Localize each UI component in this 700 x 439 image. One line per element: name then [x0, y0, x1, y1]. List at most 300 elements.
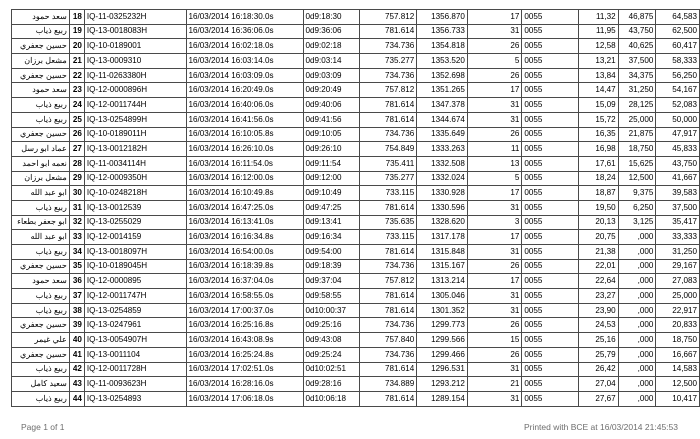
table-row [12, 127, 700, 142]
ring-id-cell: IQ-13-0254899H [84, 112, 186, 127]
code-cell: 0055 [522, 39, 579, 54]
points-b-cell: 31,250 [656, 245, 700, 260]
points-b-cell: 45,833 [656, 142, 700, 157]
speed-cell: 1315.167 [417, 259, 468, 274]
count-cell: 31 [467, 391, 522, 406]
row-number-cell: 25 [69, 112, 84, 127]
points-b-cell: 37,500 [656, 200, 700, 215]
code-cell: 0055 [522, 318, 579, 333]
count-cell: 26 [467, 318, 522, 333]
speed-cell: 1299.466 [417, 347, 468, 362]
count-cell: 3 [467, 215, 522, 230]
table-row [12, 259, 700, 274]
arrival-time-cell: 16/03/2014 16:37:04.0s [186, 274, 303, 289]
coefficient-cell: 13,21 [579, 54, 618, 69]
speed-cell: 1333.263 [417, 142, 468, 157]
owner-name-cell: سعد حمود [12, 83, 70, 98]
distance-cell: 781.614 [360, 362, 417, 377]
owner-name-cell: مشعل برزان [12, 171, 70, 186]
speed-cell: 1344.674 [417, 112, 468, 127]
coefficient-cell: 25,16 [579, 333, 618, 348]
coefficient-cell: 27,67 [579, 391, 618, 406]
row-number-cell: 37 [69, 289, 84, 304]
distance-cell: 735.635 [360, 215, 417, 230]
ring-id-cell: IQ-13-0254859 [84, 303, 186, 318]
table-row [12, 245, 700, 260]
points-a-cell: ,000 [618, 377, 656, 392]
ring-id-cell: IQ-13-0011104 [84, 347, 186, 362]
arrival-time-cell: 16/03/2014 17:02:51.0s [186, 362, 303, 377]
count-cell: 31 [467, 200, 522, 215]
points-b-cell: 25,000 [656, 289, 700, 304]
table-row [12, 391, 700, 406]
distance-cell: 734.736 [360, 259, 417, 274]
distance-cell: 781.614 [360, 24, 417, 39]
flight-duration-cell: 0d9:16:34 [303, 230, 360, 245]
points-a-cell: ,000 [618, 245, 656, 260]
coefficient-cell: 23,90 [579, 303, 618, 318]
points-b-cell: 20,833 [656, 318, 700, 333]
arrival-time-cell: 16/03/2014 16:18:30.0s [186, 10, 303, 25]
distance-cell: 734.736 [360, 347, 417, 362]
distance-cell: 733.115 [360, 230, 417, 245]
code-cell: 0055 [522, 362, 579, 377]
points-a-cell: 21,875 [618, 127, 656, 142]
points-a-cell: ,000 [618, 333, 656, 348]
table-row [12, 142, 700, 157]
owner-name-cell: ربيع ذياب [12, 391, 70, 406]
owner-name-cell: ربيع ذياب [12, 362, 70, 377]
points-a-cell: ,000 [618, 289, 656, 304]
owner-name-cell: عماد ابو رسل [12, 142, 70, 157]
row-number-cell: 32 [69, 215, 84, 230]
row-number-cell: 26 [69, 127, 84, 142]
speed-cell: 1332.508 [417, 156, 468, 171]
flight-duration-cell: 0d9:13:41 [303, 215, 360, 230]
flight-duration-cell: 0d9:10:05 [303, 127, 360, 142]
flight-duration-cell: 0d9:18:39 [303, 259, 360, 274]
count-cell: 13 [467, 156, 522, 171]
owner-name-cell: ربيع ذياب [12, 289, 70, 304]
points-b-cell: 29,167 [656, 259, 700, 274]
flight-duration-cell: 0d9:12:00 [303, 171, 360, 186]
distance-cell: 781.614 [360, 245, 417, 260]
table-row [12, 230, 700, 245]
points-a-cell: 28,125 [618, 98, 656, 113]
speed-cell: 1356.870 [417, 10, 468, 25]
table-row [12, 171, 700, 186]
owner-name-cell: حسين جعفري [12, 68, 70, 83]
points-b-cell: 62,500 [656, 24, 700, 39]
code-cell: 0055 [522, 68, 579, 83]
print-stamp: Printed with BCE at 16/03/2014 21:45:53 [523, 422, 678, 432]
table-row [12, 215, 700, 230]
distance-cell: 781.614 [360, 289, 417, 304]
arrival-time-cell: 16/03/2014 16:02:18.0s [186, 39, 303, 54]
row-number-cell: 22 [69, 68, 84, 83]
code-cell: 0055 [522, 303, 579, 318]
distance-cell: 757.840 [360, 333, 417, 348]
coefficient-cell: 22,64 [579, 274, 618, 289]
owner-name-cell: ربيع ذياب [12, 24, 70, 39]
code-cell: 0055 [522, 347, 579, 362]
points-a-cell: 18,750 [618, 142, 656, 157]
distance-cell: 734.736 [360, 127, 417, 142]
ring-id-cell: IQ-10-0248218H [84, 186, 186, 201]
flight-duration-cell: 0d10:02:51 [303, 362, 360, 377]
points-a-cell: ,000 [618, 391, 656, 406]
table-row [12, 200, 700, 215]
results-table-body [12, 10, 700, 407]
distance-cell: 735.277 [360, 54, 417, 69]
points-a-cell: ,000 [618, 347, 656, 362]
owner-name-cell: ربيع ذياب [12, 112, 70, 127]
arrival-time-cell: 16/03/2014 16:41:56.0s [186, 112, 303, 127]
points-a-cell: 9,375 [618, 186, 656, 201]
row-number-cell: 43 [69, 377, 84, 392]
points-b-cell: 12,500 [656, 377, 700, 392]
flight-duration-cell: 0d9:10:49 [303, 186, 360, 201]
owner-name-cell: ربيع ذياب [12, 200, 70, 215]
row-number-cell: 23 [69, 83, 84, 98]
arrival-time-cell: 16/03/2014 16:58:55.0s [186, 289, 303, 304]
distance-cell: 733.115 [360, 186, 417, 201]
speed-cell: 1301.352 [417, 303, 468, 318]
distance-cell: 781.614 [360, 112, 417, 127]
table-row [12, 289, 700, 304]
points-b-cell: 39,583 [656, 186, 700, 201]
flight-duration-cell: 0d9:58:55 [303, 289, 360, 304]
distance-cell: 734.736 [360, 39, 417, 54]
flight-duration-cell: 0d9:37:04 [303, 274, 360, 289]
coefficient-cell: 11,95 [579, 24, 618, 39]
flight-duration-cell: 0d10:00:37 [303, 303, 360, 318]
table-row [12, 333, 700, 348]
speed-cell: 1356.733 [417, 24, 468, 39]
points-a-cell: 25,000 [618, 112, 656, 127]
table-row [12, 24, 700, 39]
count-cell: 26 [467, 127, 522, 142]
ring-id-cell: IQ-13-0018083H [84, 24, 186, 39]
flight-duration-cell: 0d9:25:24 [303, 347, 360, 362]
row-number-cell: 30 [69, 186, 84, 201]
owner-name-cell: ابو عبد الله [12, 186, 70, 201]
speed-cell: 1317.178 [417, 230, 468, 245]
points-b-cell: 35,417 [656, 215, 700, 230]
points-b-cell: 14,583 [656, 362, 700, 377]
speed-cell: 1351.265 [417, 83, 468, 98]
points-a-cell: 40,625 [618, 39, 656, 54]
code-cell: 0055 [522, 98, 579, 113]
points-a-cell: ,000 [618, 259, 656, 274]
arrival-time-cell: 16/03/2014 16:25:16.8s [186, 318, 303, 333]
distance-cell: 781.614 [360, 303, 417, 318]
row-number-cell: 42 [69, 362, 84, 377]
speed-cell: 1299.566 [417, 333, 468, 348]
points-b-cell: 43,750 [656, 156, 700, 171]
distance-cell: 734.736 [360, 318, 417, 333]
table-row [12, 83, 700, 98]
ring-id-cell: IQ-10-0189011H [84, 127, 186, 142]
distance-cell: 781.614 [360, 391, 417, 406]
owner-name-cell: حسين جعفري [12, 318, 70, 333]
count-cell: 31 [467, 303, 522, 318]
coefficient-cell: 26,42 [579, 362, 618, 377]
coefficient-cell: 24,53 [579, 318, 618, 333]
points-a-cell: ,000 [618, 274, 656, 289]
row-number-cell: 29 [69, 171, 84, 186]
code-cell: 0055 [522, 377, 579, 392]
table-row [12, 156, 700, 171]
count-cell: 17 [467, 83, 522, 98]
table-row [12, 186, 700, 201]
code-cell: 0055 [522, 200, 579, 215]
points-b-cell: 41,667 [656, 171, 700, 186]
row-number-cell: 36 [69, 274, 84, 289]
coefficient-cell: 13,84 [579, 68, 618, 83]
owner-name-cell: حسين جعفري [12, 259, 70, 274]
distance-cell: 734.889 [360, 377, 417, 392]
row-number-cell: 28 [69, 156, 84, 171]
table-row [12, 303, 700, 318]
ring-id-cell: IQ-10-0189001 [84, 39, 186, 54]
row-number-cell: 44 [69, 391, 84, 406]
distance-cell: 757.812 [360, 10, 417, 25]
points-a-cell: 31,250 [618, 83, 656, 98]
ring-id-cell: IQ-12-0000896H [84, 83, 186, 98]
coefficient-cell: 12,58 [579, 39, 618, 54]
owner-name-cell: ربيع ذياب [12, 245, 70, 260]
flight-duration-cell: 0d9:54:00 [303, 245, 360, 260]
points-b-cell: 56,250 [656, 68, 700, 83]
speed-cell: 1330.928 [417, 186, 468, 201]
row-number-cell: 39 [69, 318, 84, 333]
code-cell: 0055 [522, 259, 579, 274]
points-b-cell: 64,583 [656, 10, 700, 25]
row-number-cell: 18 [69, 10, 84, 25]
count-cell: 26 [467, 347, 522, 362]
table-row [12, 10, 700, 25]
code-cell: 0055 [522, 274, 579, 289]
arrival-time-cell: 16/03/2014 16:10:49.8s [186, 186, 303, 201]
arrival-time-cell: 16/03/2014 16:03:09.0s [186, 68, 303, 83]
speed-cell: 1352.698 [417, 68, 468, 83]
coefficient-cell: 27,04 [579, 377, 618, 392]
count-cell: 17 [467, 186, 522, 201]
table-row [12, 274, 700, 289]
points-b-cell: 47,917 [656, 127, 700, 142]
arrival-time-cell: 16/03/2014 16:16:34.8s [186, 230, 303, 245]
row-number-cell: 31 [69, 200, 84, 215]
ring-id-cell: IQ-11-0263380H [84, 68, 186, 83]
row-number-cell: 38 [69, 303, 84, 318]
arrival-time-cell: 16/03/2014 16:20:49.0s [186, 83, 303, 98]
coefficient-cell: 21,38 [579, 245, 618, 260]
speed-cell: 1289.154 [417, 391, 468, 406]
row-number-cell: 41 [69, 347, 84, 362]
count-cell: 26 [467, 68, 522, 83]
count-cell: 15 [467, 333, 522, 348]
arrival-time-cell: 16/03/2014 16:40:06.0s [186, 98, 303, 113]
flight-duration-cell: 0d9:02:18 [303, 39, 360, 54]
code-cell: 0055 [522, 156, 579, 171]
row-number-cell: 40 [69, 333, 84, 348]
flight-duration-cell: 0d9:03:14 [303, 54, 360, 69]
arrival-time-cell: 16/03/2014 16:28:16.0s [186, 377, 303, 392]
points-b-cell: 60,417 [656, 39, 700, 54]
speed-cell: 1315.848 [417, 245, 468, 260]
points-a-cell: 46,875 [618, 10, 656, 25]
speed-cell: 1299.773 [417, 318, 468, 333]
code-cell: 0055 [522, 10, 579, 25]
points-a-cell: ,000 [618, 303, 656, 318]
coefficient-cell: 17,61 [579, 156, 618, 171]
ring-id-cell: IQ-10-0189045H [84, 259, 186, 274]
points-b-cell: 54,167 [656, 83, 700, 98]
count-cell: 26 [467, 39, 522, 54]
row-number-cell: 20 [69, 39, 84, 54]
ring-id-cell: IQ-12-0011744H [84, 98, 186, 113]
coefficient-cell: 23,27 [579, 289, 618, 304]
owner-name-cell: مشعل برزان [12, 54, 70, 69]
table-row [12, 362, 700, 377]
code-cell: 0055 [522, 24, 579, 39]
owner-name-cell: حسين جعفري [12, 127, 70, 142]
speed-cell: 1335.649 [417, 127, 468, 142]
coefficient-cell: 20,75 [579, 230, 618, 245]
flight-duration-cell: 0d10:06:18 [303, 391, 360, 406]
coefficient-cell: 15,72 [579, 112, 618, 127]
arrival-time-cell: 16/03/2014 16:18:39.8s [186, 259, 303, 274]
row-number-cell: 21 [69, 54, 84, 69]
count-cell: 31 [467, 24, 522, 39]
code-cell: 0055 [522, 391, 579, 406]
ring-id-cell: IQ-12-0009350H [84, 171, 186, 186]
points-a-cell: 15,625 [618, 156, 656, 171]
distance-cell: 781.614 [360, 98, 417, 113]
coefficient-cell: 18,24 [579, 171, 618, 186]
ring-id-cell: IQ-11-0093623H [84, 377, 186, 392]
flight-duration-cell: 0d9:25:16 [303, 318, 360, 333]
points-a-cell: ,000 [618, 318, 656, 333]
ring-id-cell: IQ-13-0254893 [84, 391, 186, 406]
flight-duration-cell: 0d9:20:49 [303, 83, 360, 98]
coefficient-cell: 15,09 [579, 98, 618, 113]
points-b-cell: 50,000 [656, 112, 700, 127]
flight-duration-cell: 0d9:18:30 [303, 10, 360, 25]
owner-name-cell: ابو جعفر بطعاء [12, 215, 70, 230]
coefficient-cell: 19,50 [579, 200, 618, 215]
owner-name-cell: ربيع ذياب [12, 303, 70, 318]
speed-cell: 1313.214 [417, 274, 468, 289]
arrival-time-cell: 16/03/2014 16:47:25.0s [186, 200, 303, 215]
code-cell: 0055 [522, 215, 579, 230]
flight-duration-cell: 0d9:03:09 [303, 68, 360, 83]
ring-id-cell: IQ-12-0000895 [84, 274, 186, 289]
count-cell: 31 [467, 98, 522, 113]
ring-id-cell: IQ-12-0014159 [84, 230, 186, 245]
table-row [12, 39, 700, 54]
ring-id-cell: IQ-11-0034114H [84, 156, 186, 171]
coefficient-cell: 14,47 [579, 83, 618, 98]
speed-cell: 1353.520 [417, 54, 468, 69]
flight-duration-cell: 0d9:36:06 [303, 24, 360, 39]
points-b-cell: 52,083 [656, 98, 700, 113]
table-row [12, 68, 700, 83]
code-cell: 0055 [522, 83, 579, 98]
points-b-cell: 22,917 [656, 303, 700, 318]
owner-name-cell: حسين جعفري [12, 347, 70, 362]
points-a-cell: ,000 [618, 230, 656, 245]
distance-cell: 735.277 [360, 171, 417, 186]
table-row [12, 318, 700, 333]
count-cell: 31 [467, 362, 522, 377]
points-b-cell: 16,667 [656, 347, 700, 362]
ring-id-cell: IQ-13-0012182H [84, 142, 186, 157]
distance-cell: 754.849 [360, 142, 417, 157]
points-a-cell: 12,500 [618, 171, 656, 186]
code-cell: 0055 [522, 112, 579, 127]
points-b-cell: 33,333 [656, 230, 700, 245]
flight-duration-cell: 0d9:28:16 [303, 377, 360, 392]
distance-cell: 781.614 [360, 200, 417, 215]
speed-cell: 1296.531 [417, 362, 468, 377]
count-cell: 31 [467, 289, 522, 304]
row-number-cell: 34 [69, 245, 84, 260]
points-b-cell: 27,083 [656, 274, 700, 289]
arrival-time-cell: 16/03/2014 16:54:00.0s [186, 245, 303, 260]
speed-cell: 1330.596 [417, 200, 468, 215]
count-cell: 31 [467, 245, 522, 260]
ring-id-cell: IQ-12-0011747H [84, 289, 186, 304]
table-row [12, 112, 700, 127]
owner-name-cell: سعد حمود [12, 10, 70, 25]
owner-name-cell: حسين جعفري [12, 39, 70, 54]
arrival-time-cell: 16/03/2014 17:06:18.0s [186, 391, 303, 406]
code-cell: 0055 [522, 333, 579, 348]
coefficient-cell: 16,98 [579, 142, 618, 157]
speed-cell: 1328.620 [417, 215, 468, 230]
distance-cell: 735.411 [360, 156, 417, 171]
speed-cell: 1305.046 [417, 289, 468, 304]
arrival-time-cell: 16/03/2014 16:43:08.9s [186, 333, 303, 348]
owner-name-cell: ربيع ذياب [12, 98, 70, 113]
points-a-cell: ,000 [618, 362, 656, 377]
points-b-cell: 58,333 [656, 54, 700, 69]
ring-id-cell: IQ-13-0255029 [84, 215, 186, 230]
points-a-cell: 34,375 [618, 68, 656, 83]
owner-name-cell: ابو عبد الله [12, 230, 70, 245]
distance-cell: 734.736 [360, 68, 417, 83]
count-cell: 5 [467, 171, 522, 186]
ring-id-cell: IQ-12-0011728H [84, 362, 186, 377]
points-a-cell: 43,750 [618, 24, 656, 39]
flight-duration-cell: 0d9:47:25 [303, 200, 360, 215]
points-a-cell: 6,250 [618, 200, 656, 215]
flight-duration-cell: 0d9:26:10 [303, 142, 360, 157]
code-cell: 0055 [522, 127, 579, 142]
ring-id-cell: IQ-13-0009310 [84, 54, 186, 69]
code-cell: 0055 [522, 171, 579, 186]
row-number-cell: 35 [69, 259, 84, 274]
count-cell: 21 [467, 377, 522, 392]
row-number-cell: 33 [69, 230, 84, 245]
points-a-cell: 37,500 [618, 54, 656, 69]
speed-cell: 1293.212 [417, 377, 468, 392]
coefficient-cell: 25,79 [579, 347, 618, 362]
table-row [12, 54, 700, 69]
ring-id-cell: IQ-13-0054907H [84, 333, 186, 348]
